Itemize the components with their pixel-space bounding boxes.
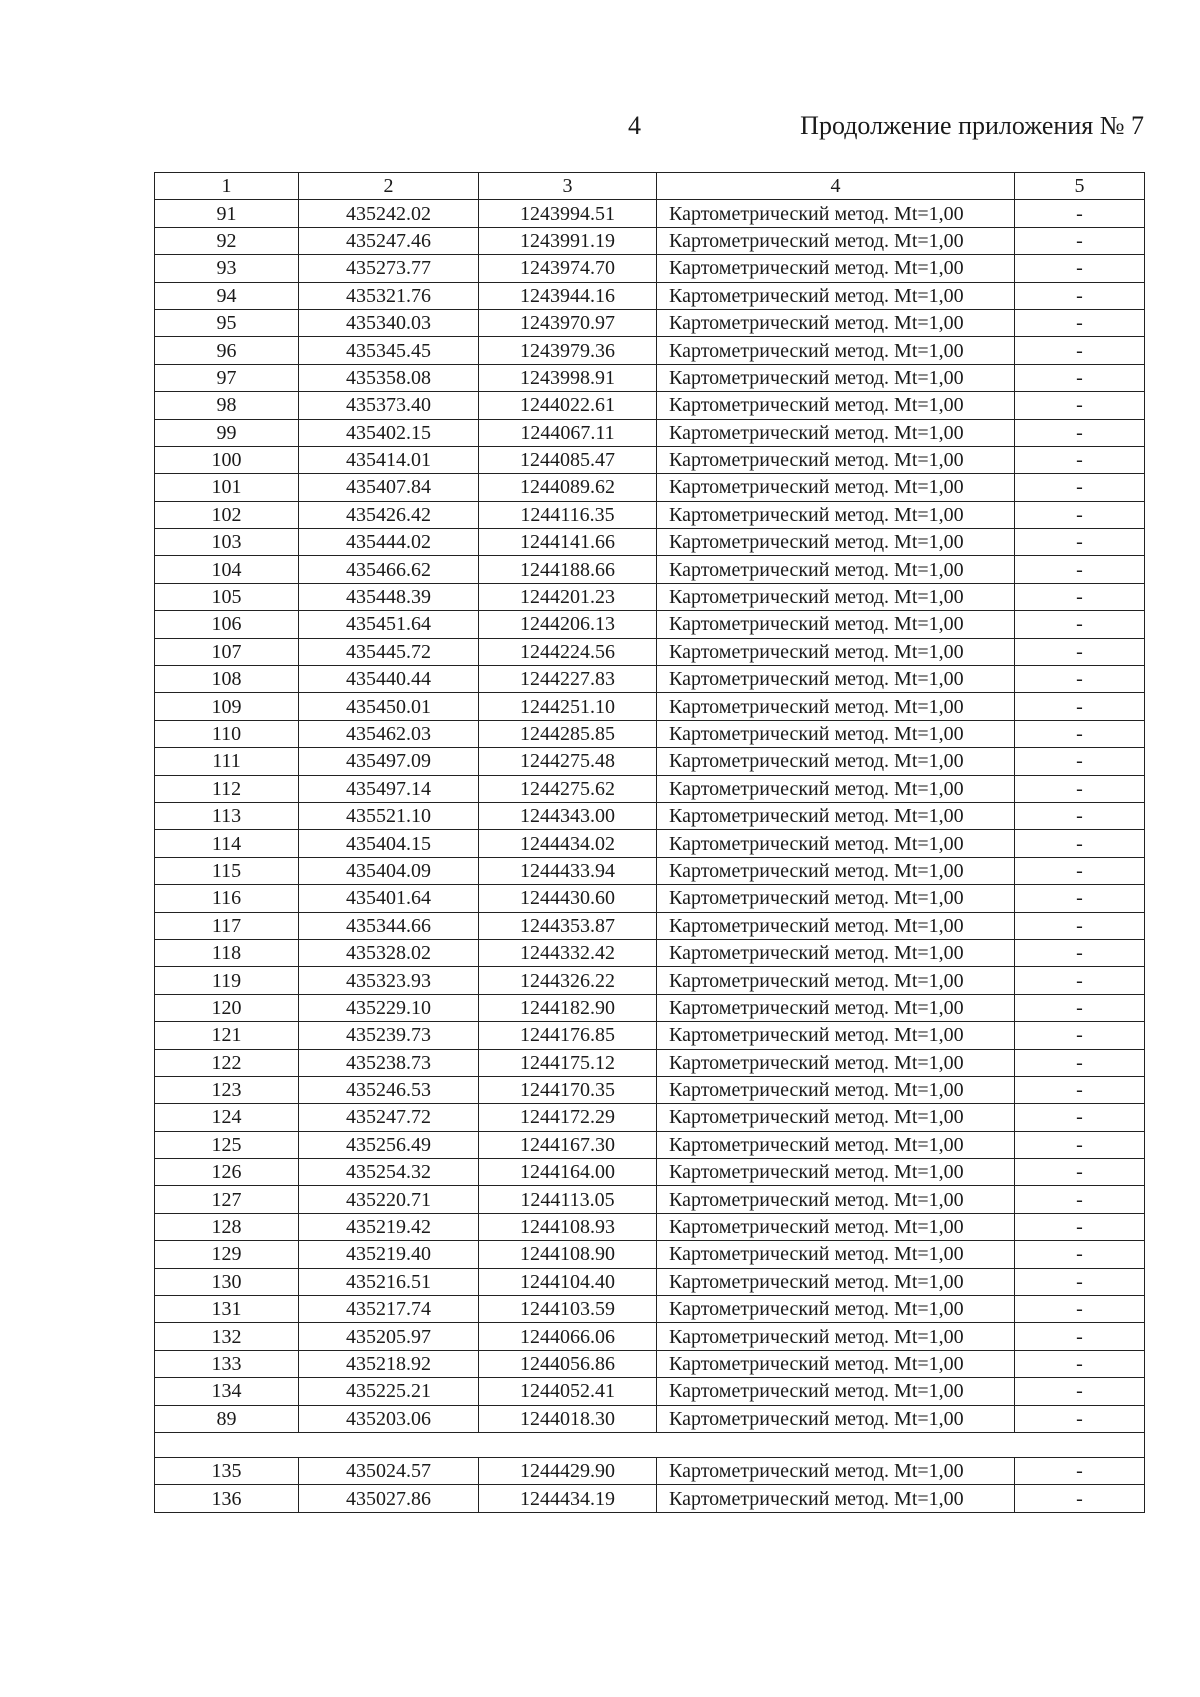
table-row bbox=[155, 1213, 1145, 1240]
x-coordinate-cell: 435216.51 bbox=[299, 1268, 479, 1295]
error-cell: - bbox=[1015, 666, 1145, 693]
table-row bbox=[155, 611, 1145, 638]
method-cell: Картометрический метод. Mt=1,00 bbox=[657, 748, 1015, 775]
point-number-cell: 131 bbox=[155, 1296, 299, 1323]
y-coordinate-cell: 1243944.16 bbox=[479, 282, 657, 309]
method-cell: Картометрический метод. Mt=1,00 bbox=[657, 392, 1015, 419]
error-cell: - bbox=[1015, 556, 1145, 583]
point-number-cell: 132 bbox=[155, 1323, 299, 1350]
table-row bbox=[155, 200, 1145, 227]
method-cell: Картометрический метод. Mt=1,00 bbox=[657, 1159, 1015, 1186]
y-coordinate-cell: 1244170.35 bbox=[479, 1076, 657, 1103]
error-cell: - bbox=[1015, 1378, 1145, 1405]
x-coordinate-cell: 435242.02 bbox=[299, 200, 479, 227]
method-cell: Картометрический метод. Mt=1,00 bbox=[657, 529, 1015, 556]
error-cell: - bbox=[1015, 748, 1145, 775]
error-cell: - bbox=[1015, 1323, 1145, 1350]
table-row bbox=[155, 967, 1145, 994]
method-cell: Картометрический метод. Mt=1,00 bbox=[657, 638, 1015, 665]
point-number-cell: 108 bbox=[155, 666, 299, 693]
method-cell: Картометрический метод. Mt=1,00 bbox=[657, 364, 1015, 391]
method-cell: Картометрический метод. Mt=1,00 bbox=[657, 1049, 1015, 1076]
point-number-cell: 133 bbox=[155, 1350, 299, 1377]
error-cell: - bbox=[1015, 392, 1145, 419]
table-row bbox=[155, 1378, 1145, 1405]
table-row bbox=[155, 255, 1145, 282]
point-number-cell: 126 bbox=[155, 1159, 299, 1186]
point-number-cell: 110 bbox=[155, 720, 299, 747]
error-cell: - bbox=[1015, 583, 1145, 610]
y-coordinate-cell: 1244332.42 bbox=[479, 939, 657, 966]
column-header-4: 4 bbox=[657, 173, 1015, 200]
x-coordinate-cell: 435218.92 bbox=[299, 1350, 479, 1377]
method-cell: Картометрический метод. Mt=1,00 bbox=[657, 255, 1015, 282]
table-row bbox=[155, 1485, 1145, 1512]
point-number-cell: 120 bbox=[155, 994, 299, 1021]
method-cell: Картометрический метод. Mt=1,00 bbox=[657, 912, 1015, 939]
y-coordinate-cell: 1244108.93 bbox=[479, 1213, 657, 1240]
column-header-5: 5 bbox=[1015, 173, 1145, 200]
method-cell: Картометрический метод. Mt=1,00 bbox=[657, 1485, 1015, 1512]
y-coordinate-cell: 1244175.12 bbox=[479, 1049, 657, 1076]
point-number-cell: 89 bbox=[155, 1405, 299, 1432]
y-coordinate-cell: 1244164.00 bbox=[479, 1159, 657, 1186]
error-cell: - bbox=[1015, 1405, 1145, 1432]
x-coordinate-cell: 435402.15 bbox=[299, 419, 479, 446]
error-cell: - bbox=[1015, 1104, 1145, 1131]
error-cell: - bbox=[1015, 419, 1145, 446]
y-coordinate-cell: 1244022.61 bbox=[479, 392, 657, 419]
x-coordinate-cell: 435247.46 bbox=[299, 227, 479, 254]
table-row bbox=[155, 885, 1145, 912]
error-cell: - bbox=[1015, 1131, 1145, 1158]
y-coordinate-cell: 1244113.05 bbox=[479, 1186, 657, 1213]
error-cell: - bbox=[1015, 994, 1145, 1021]
table-row bbox=[155, 666, 1145, 693]
point-number-cell: 129 bbox=[155, 1241, 299, 1268]
x-coordinate-cell: 435404.09 bbox=[299, 857, 479, 884]
point-number-cell: 93 bbox=[155, 255, 299, 282]
y-coordinate-cell: 1244275.62 bbox=[479, 775, 657, 802]
x-coordinate-cell: 435344.66 bbox=[299, 912, 479, 939]
table-row bbox=[155, 309, 1145, 336]
method-cell: Картометрический метод. Mt=1,00 bbox=[657, 967, 1015, 994]
error-cell: - bbox=[1015, 611, 1145, 638]
x-coordinate-cell: 435444.02 bbox=[299, 529, 479, 556]
table-row bbox=[155, 419, 1145, 446]
y-coordinate-cell: 1244141.66 bbox=[479, 529, 657, 556]
error-cell: - bbox=[1015, 1213, 1145, 1240]
separator-cell bbox=[155, 1432, 1145, 1457]
table-row bbox=[155, 830, 1145, 857]
table-body bbox=[155, 200, 1145, 1512]
error-cell: - bbox=[1015, 1296, 1145, 1323]
table-row bbox=[155, 748, 1145, 775]
page-number: 4 bbox=[628, 111, 641, 140]
table-row bbox=[155, 556, 1145, 583]
point-number-cell: 115 bbox=[155, 857, 299, 884]
error-cell: - bbox=[1015, 529, 1145, 556]
y-coordinate-cell: 1244089.62 bbox=[479, 474, 657, 501]
y-coordinate-cell: 1244188.66 bbox=[479, 556, 657, 583]
x-coordinate-cell: 435451.64 bbox=[299, 611, 479, 638]
method-cell: Картометрический метод. Mt=1,00 bbox=[657, 1131, 1015, 1158]
page-title: Продолжение приложения № 7 bbox=[800, 111, 1144, 140]
error-cell: - bbox=[1015, 638, 1145, 665]
error-cell: - bbox=[1015, 282, 1145, 309]
method-cell: Картометрический метод. Mt=1,00 bbox=[657, 419, 1015, 446]
x-coordinate-cell: 435345.45 bbox=[299, 337, 479, 364]
y-coordinate-cell: 1244326.22 bbox=[479, 967, 657, 994]
y-coordinate-cell: 1244275.48 bbox=[479, 748, 657, 775]
point-number-cell: 96 bbox=[155, 337, 299, 364]
y-coordinate-cell: 1244085.47 bbox=[479, 446, 657, 473]
y-coordinate-cell: 1244206.13 bbox=[479, 611, 657, 638]
table-row bbox=[155, 1350, 1145, 1377]
method-cell: Картометрический метод. Mt=1,00 bbox=[657, 720, 1015, 747]
table-row bbox=[155, 501, 1145, 528]
method-cell: Картометрический метод. Mt=1,00 bbox=[657, 775, 1015, 802]
method-cell: Картометрический метод. Mt=1,00 bbox=[657, 802, 1015, 829]
y-coordinate-cell: 1243991.19 bbox=[479, 227, 657, 254]
method-cell: Картометрический метод. Mt=1,00 bbox=[657, 200, 1015, 227]
y-coordinate-cell: 1244434.19 bbox=[479, 1485, 657, 1512]
x-coordinate-cell: 435273.77 bbox=[299, 255, 479, 282]
error-cell: - bbox=[1015, 474, 1145, 501]
table-row bbox=[155, 392, 1145, 419]
table-row bbox=[155, 1159, 1145, 1186]
method-cell: Картометрический метод. Mt=1,00 bbox=[657, 693, 1015, 720]
point-number-cell: 104 bbox=[155, 556, 299, 583]
y-coordinate-cell: 1244104.40 bbox=[479, 1268, 657, 1295]
point-number-cell: 100 bbox=[155, 446, 299, 473]
error-cell: - bbox=[1015, 200, 1145, 227]
table-row bbox=[155, 994, 1145, 1021]
y-coordinate-cell: 1244103.59 bbox=[479, 1296, 657, 1323]
x-coordinate-cell: 435426.42 bbox=[299, 501, 479, 528]
point-number-cell: 94 bbox=[155, 282, 299, 309]
table-row bbox=[155, 939, 1145, 966]
error-cell: - bbox=[1015, 775, 1145, 802]
point-number-cell: 92 bbox=[155, 227, 299, 254]
point-number-cell: 127 bbox=[155, 1186, 299, 1213]
column-header-1: 1 bbox=[155, 173, 299, 200]
error-cell: - bbox=[1015, 1268, 1145, 1295]
point-number-cell: 103 bbox=[155, 529, 299, 556]
method-cell: Картометрический метод. Mt=1,00 bbox=[657, 1186, 1015, 1213]
x-coordinate-cell: 435521.10 bbox=[299, 802, 479, 829]
table-row bbox=[155, 529, 1145, 556]
point-number-cell: 112 bbox=[155, 775, 299, 802]
column-header-3: 3 bbox=[479, 173, 657, 200]
method-cell: Картометрический метод. Mt=1,00 bbox=[657, 1022, 1015, 1049]
y-coordinate-cell: 1244224.56 bbox=[479, 638, 657, 665]
point-number-cell: 128 bbox=[155, 1213, 299, 1240]
method-cell: Картометрический метод. Mt=1,00 bbox=[657, 1241, 1015, 1268]
x-coordinate-cell: 435407.84 bbox=[299, 474, 479, 501]
y-coordinate-cell: 1244201.23 bbox=[479, 583, 657, 610]
x-coordinate-cell: 435238.73 bbox=[299, 1049, 479, 1076]
error-cell: - bbox=[1015, 802, 1145, 829]
x-coordinate-cell: 435373.40 bbox=[299, 392, 479, 419]
x-coordinate-cell: 435445.72 bbox=[299, 638, 479, 665]
table-row bbox=[155, 1323, 1145, 1350]
table-row bbox=[155, 1296, 1145, 1323]
x-coordinate-cell: 435340.03 bbox=[299, 309, 479, 336]
point-number-cell: 134 bbox=[155, 1378, 299, 1405]
table-header bbox=[155, 173, 1145, 200]
method-cell: Картометрический метод. Mt=1,00 bbox=[657, 885, 1015, 912]
table-row bbox=[155, 1076, 1145, 1103]
error-cell: - bbox=[1015, 1457, 1145, 1484]
y-coordinate-cell: 1243998.91 bbox=[479, 364, 657, 391]
x-coordinate-cell: 435219.40 bbox=[299, 1241, 479, 1268]
error-cell: - bbox=[1015, 1022, 1145, 1049]
y-coordinate-cell: 1243979.36 bbox=[479, 337, 657, 364]
y-coordinate-cell: 1243994.51 bbox=[479, 200, 657, 227]
point-number-cell: 130 bbox=[155, 1268, 299, 1295]
x-coordinate-cell: 435497.14 bbox=[299, 775, 479, 802]
error-cell: - bbox=[1015, 309, 1145, 336]
y-coordinate-cell: 1244227.83 bbox=[479, 666, 657, 693]
point-number-cell: 119 bbox=[155, 967, 299, 994]
x-coordinate-cell: 435414.01 bbox=[299, 446, 479, 473]
point-number-cell: 91 bbox=[155, 200, 299, 227]
y-coordinate-cell: 1244172.29 bbox=[479, 1104, 657, 1131]
method-cell: Картометрический метод. Mt=1,00 bbox=[657, 1350, 1015, 1377]
method-cell: Картометрический метод. Mt=1,00 bbox=[657, 556, 1015, 583]
x-coordinate-cell: 435027.86 bbox=[299, 1485, 479, 1512]
table-row bbox=[155, 775, 1145, 802]
point-number-cell: 98 bbox=[155, 392, 299, 419]
x-coordinate-cell: 435358.08 bbox=[299, 364, 479, 391]
y-coordinate-cell: 1243974.70 bbox=[479, 255, 657, 282]
point-number-cell: 116 bbox=[155, 885, 299, 912]
y-coordinate-cell: 1244285.85 bbox=[479, 720, 657, 747]
error-cell: - bbox=[1015, 939, 1145, 966]
error-cell: - bbox=[1015, 885, 1145, 912]
point-number-cell: 122 bbox=[155, 1049, 299, 1076]
y-coordinate-cell: 1244116.35 bbox=[479, 501, 657, 528]
x-coordinate-cell: 435462.03 bbox=[299, 720, 479, 747]
x-coordinate-cell: 435219.42 bbox=[299, 1213, 479, 1240]
error-cell: - bbox=[1015, 1049, 1145, 1076]
method-cell: Картометрический метод. Mt=1,00 bbox=[657, 309, 1015, 336]
y-coordinate-cell: 1244018.30 bbox=[479, 1405, 657, 1432]
x-coordinate-cell: 435466.62 bbox=[299, 556, 479, 583]
point-number-cell: 97 bbox=[155, 364, 299, 391]
method-cell: Картометрический метод. Mt=1,00 bbox=[657, 1213, 1015, 1240]
point-number-cell: 118 bbox=[155, 939, 299, 966]
method-cell: Картометрический метод. Mt=1,00 bbox=[657, 474, 1015, 501]
table-row bbox=[155, 693, 1145, 720]
point-number-cell: 105 bbox=[155, 583, 299, 610]
x-coordinate-cell: 435225.21 bbox=[299, 1378, 479, 1405]
y-coordinate-cell: 1244066.06 bbox=[479, 1323, 657, 1350]
method-cell: Картометрический метод. Mt=1,00 bbox=[657, 1296, 1015, 1323]
table-row bbox=[155, 638, 1145, 665]
y-coordinate-cell: 1244176.85 bbox=[479, 1022, 657, 1049]
method-cell: Картометрический метод. Mt=1,00 bbox=[657, 666, 1015, 693]
error-cell: - bbox=[1015, 255, 1145, 282]
y-coordinate-cell: 1243970.97 bbox=[479, 309, 657, 336]
x-coordinate-cell: 435024.57 bbox=[299, 1457, 479, 1484]
y-coordinate-cell: 1244430.60 bbox=[479, 885, 657, 912]
error-cell: - bbox=[1015, 501, 1145, 528]
x-coordinate-cell: 435239.73 bbox=[299, 1022, 479, 1049]
separator-row bbox=[155, 1432, 1145, 1457]
table-row bbox=[155, 912, 1145, 939]
error-cell: - bbox=[1015, 364, 1145, 391]
table-row bbox=[155, 1241, 1145, 1268]
point-number-cell: 124 bbox=[155, 1104, 299, 1131]
point-number-cell: 121 bbox=[155, 1022, 299, 1049]
y-coordinate-cell: 1244182.90 bbox=[479, 994, 657, 1021]
y-coordinate-cell: 1244429.90 bbox=[479, 1457, 657, 1484]
x-coordinate-cell: 435220.71 bbox=[299, 1186, 479, 1213]
error-cell: - bbox=[1015, 693, 1145, 720]
method-cell: Картометрический метод. Mt=1,00 bbox=[657, 1323, 1015, 1350]
method-cell: Картометрический метод. Mt=1,00 bbox=[657, 1104, 1015, 1131]
table-row bbox=[155, 1022, 1145, 1049]
x-coordinate-cell: 435217.74 bbox=[299, 1296, 479, 1323]
error-cell: - bbox=[1015, 1485, 1145, 1512]
point-number-cell: 113 bbox=[155, 802, 299, 829]
point-number-cell: 109 bbox=[155, 693, 299, 720]
point-number-cell: 102 bbox=[155, 501, 299, 528]
point-number-cell: 125 bbox=[155, 1131, 299, 1158]
x-coordinate-cell: 435328.02 bbox=[299, 939, 479, 966]
method-cell: Картометрический метод. Mt=1,00 bbox=[657, 1405, 1015, 1432]
method-cell: Картометрический метод. Mt=1,00 bbox=[657, 994, 1015, 1021]
error-cell: - bbox=[1015, 1350, 1145, 1377]
x-coordinate-cell: 435401.64 bbox=[299, 885, 479, 912]
error-cell: - bbox=[1015, 1241, 1145, 1268]
y-coordinate-cell: 1244251.10 bbox=[479, 693, 657, 720]
table-row bbox=[155, 857, 1145, 884]
table-row bbox=[155, 227, 1145, 254]
x-coordinate-cell: 435247.72 bbox=[299, 1104, 479, 1131]
table-row bbox=[155, 337, 1145, 364]
method-cell: Картометрический метод. Mt=1,00 bbox=[657, 1378, 1015, 1405]
x-coordinate-cell: 435448.39 bbox=[299, 583, 479, 610]
method-cell: Картометрический метод. Mt=1,00 bbox=[657, 583, 1015, 610]
y-coordinate-cell: 1244108.90 bbox=[479, 1241, 657, 1268]
x-coordinate-cell: 435254.32 bbox=[299, 1159, 479, 1186]
point-number-cell: 114 bbox=[155, 830, 299, 857]
error-cell: - bbox=[1015, 830, 1145, 857]
table-row bbox=[155, 583, 1145, 610]
x-coordinate-cell: 435497.09 bbox=[299, 748, 479, 775]
method-cell: Картометрический метод. Mt=1,00 bbox=[657, 446, 1015, 473]
x-coordinate-cell: 435256.49 bbox=[299, 1131, 479, 1158]
point-number-cell: 135 bbox=[155, 1457, 299, 1484]
x-coordinate-cell: 435404.15 bbox=[299, 830, 479, 857]
table-row bbox=[155, 474, 1145, 501]
table-row bbox=[155, 1268, 1145, 1295]
method-cell: Картометрический метод. Mt=1,00 bbox=[657, 1268, 1015, 1295]
method-cell: Картометрический метод. Mt=1,00 bbox=[657, 337, 1015, 364]
point-number-cell: 106 bbox=[155, 611, 299, 638]
point-number-cell: 107 bbox=[155, 638, 299, 665]
error-cell: - bbox=[1015, 227, 1145, 254]
point-number-cell: 99 bbox=[155, 419, 299, 446]
y-coordinate-cell: 1244434.02 bbox=[479, 830, 657, 857]
table-row bbox=[155, 446, 1145, 473]
method-cell: Картометрический метод. Mt=1,00 bbox=[657, 857, 1015, 884]
point-number-cell: 123 bbox=[155, 1076, 299, 1103]
method-cell: Картометрический метод. Mt=1,00 bbox=[657, 282, 1015, 309]
x-coordinate-cell: 435323.93 bbox=[299, 967, 479, 994]
y-coordinate-cell: 1244056.86 bbox=[479, 1350, 657, 1377]
y-coordinate-cell: 1244067.11 bbox=[479, 419, 657, 446]
table-row bbox=[155, 1186, 1145, 1213]
table-row bbox=[155, 720, 1145, 747]
table-row bbox=[155, 1049, 1145, 1076]
x-coordinate-cell: 435246.53 bbox=[299, 1076, 479, 1103]
x-coordinate-cell: 435440.44 bbox=[299, 666, 479, 693]
point-number-cell: 117 bbox=[155, 912, 299, 939]
method-cell: Картометрический метод. Mt=1,00 bbox=[657, 939, 1015, 966]
column-header-2: 2 bbox=[299, 173, 479, 200]
x-coordinate-cell: 435229.10 bbox=[299, 994, 479, 1021]
error-cell: - bbox=[1015, 720, 1145, 747]
method-cell: Картометрический метод. Mt=1,00 bbox=[657, 830, 1015, 857]
error-cell: - bbox=[1015, 446, 1145, 473]
method-cell: Картометрический метод. Mt=1,00 bbox=[657, 1076, 1015, 1103]
table-row bbox=[155, 1104, 1145, 1131]
header-row bbox=[155, 173, 1145, 200]
method-cell: Картометрический метод. Mt=1,00 bbox=[657, 227, 1015, 254]
error-cell: - bbox=[1015, 337, 1145, 364]
point-number-cell: 136 bbox=[155, 1485, 299, 1512]
error-cell: - bbox=[1015, 857, 1145, 884]
x-coordinate-cell: 435205.97 bbox=[299, 1323, 479, 1350]
table-row bbox=[155, 1131, 1145, 1158]
method-cell: Картометрический метод. Mt=1,00 bbox=[657, 501, 1015, 528]
method-cell: Картометрический метод. Mt=1,00 bbox=[657, 611, 1015, 638]
error-cell: - bbox=[1015, 1159, 1145, 1186]
x-coordinate-cell: 435321.76 bbox=[299, 282, 479, 309]
error-cell: - bbox=[1015, 1076, 1145, 1103]
y-coordinate-cell: 1244433.94 bbox=[479, 857, 657, 884]
table-row bbox=[155, 1457, 1145, 1484]
y-coordinate-cell: 1244353.87 bbox=[479, 912, 657, 939]
table-row bbox=[155, 1405, 1145, 1432]
table-row bbox=[155, 802, 1145, 829]
point-number-cell: 101 bbox=[155, 474, 299, 501]
error-cell: - bbox=[1015, 1186, 1145, 1213]
point-number-cell: 111 bbox=[155, 748, 299, 775]
error-cell: - bbox=[1015, 967, 1145, 994]
x-coordinate-cell: 435203.06 bbox=[299, 1405, 479, 1432]
error-cell: - bbox=[1015, 912, 1145, 939]
point-number-cell: 95 bbox=[155, 309, 299, 336]
y-coordinate-cell: 1244052.41 bbox=[479, 1378, 657, 1405]
table-row bbox=[155, 364, 1145, 391]
method-cell: Картометрический метод. Mt=1,00 bbox=[657, 1457, 1015, 1484]
table-row bbox=[155, 282, 1145, 309]
x-coordinate-cell: 435450.01 bbox=[299, 693, 479, 720]
coordinates-table bbox=[154, 172, 1145, 1513]
y-coordinate-cell: 1244343.00 bbox=[479, 802, 657, 829]
y-coordinate-cell: 1244167.30 bbox=[479, 1131, 657, 1158]
